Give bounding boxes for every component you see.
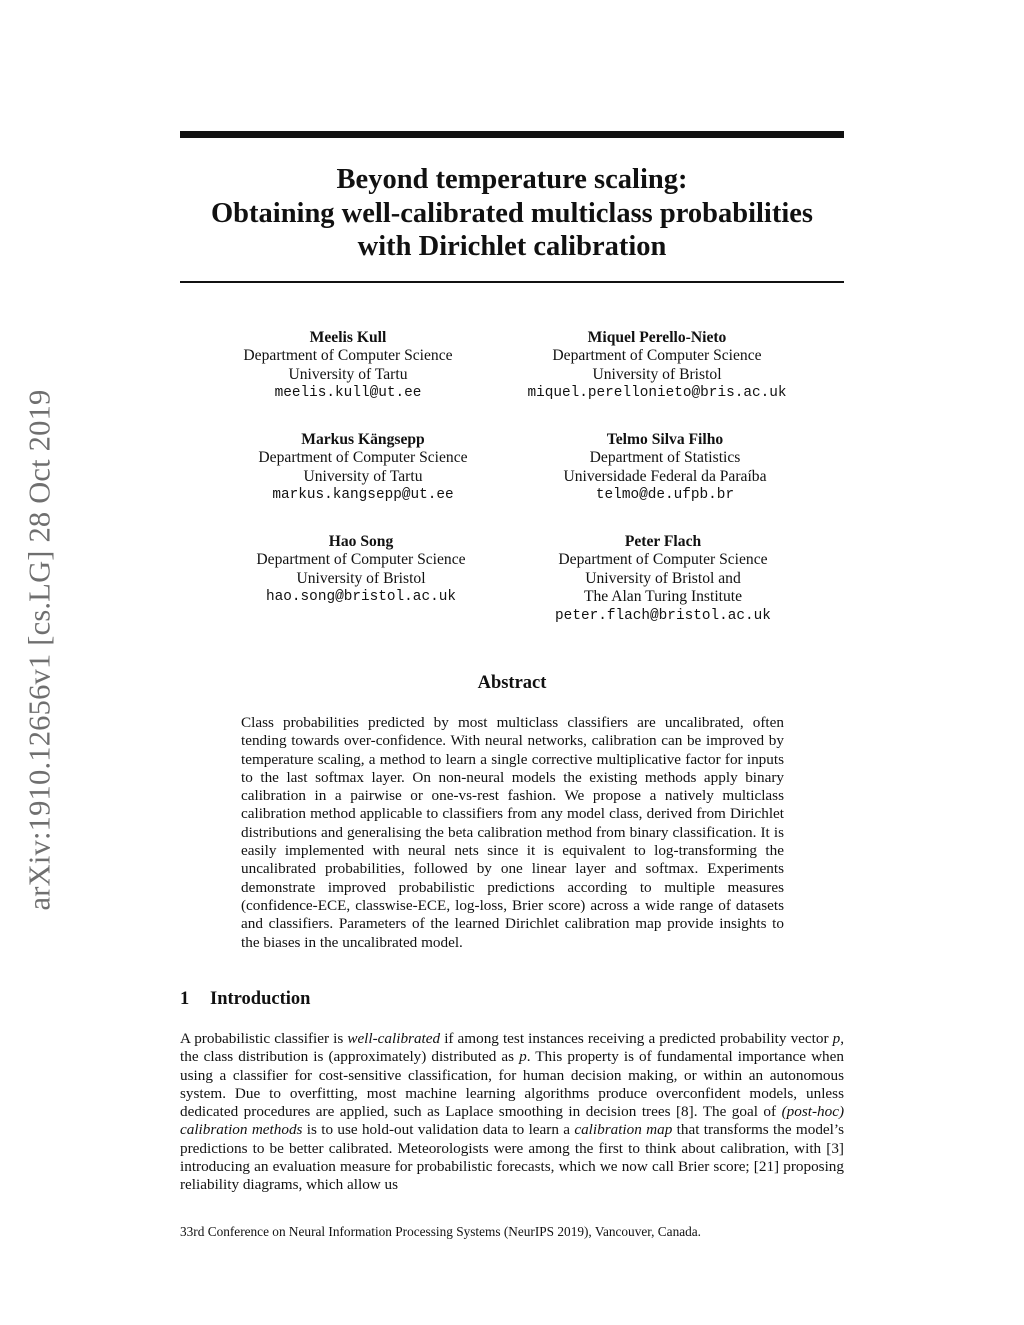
author-university: University of Bristol and xyxy=(585,569,741,587)
intro-text: , the class distribution is (approximately) distributed as xyxy=(180,1030,844,1066)
author-university: University of Bristol xyxy=(592,365,722,383)
author-university: University of Bristol xyxy=(296,569,426,587)
intro-variable-p: p xyxy=(832,1030,841,1047)
intro-term-calibration-map: calibration map xyxy=(574,1121,673,1139)
author-block-kangsepp xyxy=(193,431,533,505)
author-university: University of Tartu xyxy=(303,467,423,485)
author-name: Markus Kängsepp xyxy=(301,431,425,448)
section-title: Introduction xyxy=(210,989,311,1009)
arxiv-identifier: arXiv:1910.12656v1 [cs.LG] 28 Oct 2019 xyxy=(22,389,57,911)
author-block-song xyxy=(191,533,531,607)
arxiv-sidebar xyxy=(0,350,80,950)
author-department: Department of Statistics xyxy=(589,449,741,467)
author-block-perello-nieto xyxy=(487,329,827,403)
abstract-heading: Abstract xyxy=(477,673,547,693)
intro-text: if among test instances receiving a predicted probability vector xyxy=(440,1030,833,1047)
title-bottom-rule xyxy=(180,281,844,283)
author-department: Department of Computer Science xyxy=(552,347,762,365)
author-university: Universidade Federal da Paraíba xyxy=(563,467,767,485)
author-email[interactable]: markus.kangsepp@ut.ee xyxy=(272,487,454,504)
intro-term-well-calibrated: well-calibrated xyxy=(347,1030,441,1047)
intro-variable-p: p xyxy=(519,1048,527,1066)
author-name: Hao Song xyxy=(328,533,394,550)
author-name: Miquel Perello-Nieto xyxy=(587,329,727,346)
conference-footnote: 33rd Conference on Neural Information Processing Systems (NeurIPS 2019), Vancouver, Canada. xyxy=(180,1224,701,1239)
author-block-flach xyxy=(493,533,833,625)
author-email[interactable]: peter.flach@bristol.ac.uk xyxy=(555,607,771,624)
author-email[interactable]: telmo@de.ufpb.br xyxy=(595,487,735,504)
author-institute: The Alan Turing Institute xyxy=(583,588,743,606)
intro-text: that transforms the model’s predictions to be better calibrated. Meteorologists were among the first to think about calibration, with [3] introducing an evaluation measure for probabilistic forecasts, which we now call Brier score; [21] proposing reliability diagrams, which allow us xyxy=(180,1121,844,1194)
author-name: Peter Flach xyxy=(624,533,702,550)
paper-title xyxy=(180,163,844,264)
abstract-text: Class probabilities predicted by most multiclass classifiers are uncalibrated, often tending towards over-confidence. With neural networks, calibration can be improved by temperature scaling, a method to learn a single corrective multiplicative factor for inputs to the last softmax layer. On non-neural models the existing methods apply binary calibration in a pairwise or one-vs-rest fashion. We propose a natively multiclass calibration method applicable to classifiers from any model class, derived from Dirichlet distributions and generalising the beta calibration method from binary classification. It is easily implemented with neural nets since it is equivalent to log-transforming the uncalibrated probabilities, followed by one linear layer and softmax. Experiments demonstrate improved probabilistic predictions according to multiple measures (confidence-ECE, classwise-ECE, log-loss, Brier score) across a wide range of datasets and classifiers. Parameters of the learned Dirichlet calibration map provide insights to the biases in the uncalibrated model. xyxy=(241,714,784,951)
author-department: Department of Computer Science xyxy=(243,347,453,365)
title-line-2: Obtaining well-calibrated multiclass probabilities xyxy=(211,197,813,229)
author-name: Telmo Silva Filho xyxy=(606,431,724,448)
section-heading-introduction xyxy=(180,988,844,1010)
author-block-silva-filho xyxy=(495,431,835,505)
intro-text: A probabilistic classifier is xyxy=(180,1030,348,1047)
author-name: Meelis Kull xyxy=(309,329,387,346)
intro-text: is to use hold-out validation data to learn a xyxy=(302,1121,575,1139)
section-number: 1 xyxy=(180,989,190,1009)
author-block-kull xyxy=(178,329,518,403)
author-department: Department of Computer Science xyxy=(256,551,466,569)
introduction-paragraph xyxy=(180,1030,844,1195)
author-email[interactable]: meelis.kull@ut.ee xyxy=(274,385,422,402)
author-department: Department of Computer Science xyxy=(258,449,468,467)
author-university: University of Tartu xyxy=(288,365,408,383)
intro-text: . This property is of fundamental importance when using a classifier for cost-sensitive classification, for human decision making, or within an autonomous system. Due to overfitting, most machine learning algorithms produce overconfident models, unless dedicated procedures are applied, such as Laplace smoothing in decision trees [8]. The goal of xyxy=(180,1048,844,1121)
author-email[interactable]: hao.song@bristol.ac.uk xyxy=(266,589,456,606)
intro-term-post-hoc: (post-hoc) calibration methods xyxy=(180,1103,844,1139)
author-email[interactable]: miquel.perellonieto@bris.ac.uk xyxy=(527,385,787,402)
author-department: Department of Computer Science xyxy=(558,551,768,569)
title-top-rule xyxy=(180,131,844,138)
title-line-1: Beyond temperature scaling: xyxy=(336,164,688,195)
title-line-3: with Dirichlet calibration xyxy=(357,231,667,262)
